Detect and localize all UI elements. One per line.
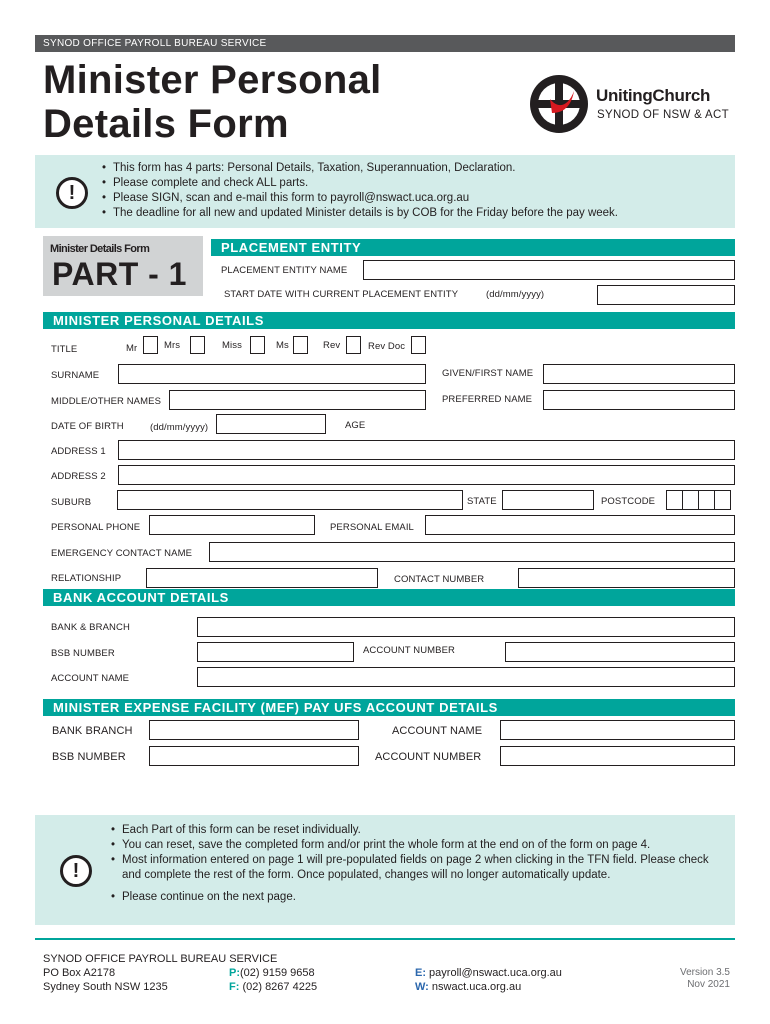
given-name-input[interactable] [543,364,735,384]
title-rev-checkbox[interactable] [346,336,361,354]
section-bank-account: BANK ACCOUNT DETAILS [43,589,735,606]
page-title: Minister Personal Details Form [43,58,382,146]
mef-account-number-label: ACCOUNT NUMBER [375,751,482,763]
bank-branch-label: BANK & BRANCH [51,622,130,633]
title-revdoc-checkbox[interactable] [411,336,426,354]
list-item: • Most information entered on page 1 will pre-populated fields on page 2 when clicking in the TFN field. Please check and complete the rest of the form. Once populated, changes will no longer automatically update. [109,853,719,883]
title-label: TITLE [51,344,78,355]
address2-label: ADDRESS 2 [51,471,106,482]
address1-label: ADDRESS 1 [51,446,106,457]
title-miss-checkbox[interactable] [250,336,265,354]
title-ms-checkbox[interactable] [293,336,308,354]
section-placement-entity: PLACEMENT ENTITY [211,239,735,256]
instructions-list [100,161,618,221]
preferred-name-label: PREFERRED NAME [442,394,533,405]
notes-list [109,823,719,905]
surname-input[interactable] [118,364,426,384]
phone-input[interactable] [149,515,315,535]
contact-number-input[interactable] [518,568,735,588]
footer-po: PO Box A2178 [43,967,116,979]
middle-names-label: MIDDLE/OTHER NAMES [51,396,162,407]
mef-account-name-label: ACCOUNT NAME [392,725,483,737]
list-item: • This form has 4 parts: Personal Details, Taxation, Superannuation, Declaration. [100,161,618,176]
section-mef-account: MINISTER EXPENSE FACILITY (MEF) PAY UFS ACCOUNT DETAILS [43,699,735,716]
dob-label: DATE OF BIRTH [51,421,124,432]
given-name-label: GIVEN/FIRST NAME [442,368,534,379]
contact-number-label: CONTACT NUMBER [394,574,485,585]
account-name-label: ACCOUNT NAME [51,673,130,684]
email-label: PERSONAL EMAIL [330,522,414,533]
list-item: • You can reset, save the completed form and/or print the whole form at the end on of the form on page 4. [109,838,719,853]
footer-phones [229,966,317,994]
suburb-label: SUBURB [51,497,92,508]
postcode-digit-2[interactable] [682,490,699,510]
list-item: • Please complete and check ALL parts. [100,176,618,191]
email-prefix: E: [415,967,426,979]
bsb-label: BSB NUMBER [51,648,115,659]
mef-account-number-input[interactable] [500,746,735,766]
title-mrs-checkbox[interactable] [190,336,205,354]
suburb-input[interactable] [117,490,463,510]
middle-names-input[interactable] [169,390,426,410]
emergency-contact-label: EMERGENCY CONTACT NAME [51,548,193,559]
logo-subtitle: SYNOD OF NSW & ACT [597,109,729,121]
relationship-label: RELATIONSHIP [51,573,122,584]
logo-name: UnitingChurch [596,86,711,105]
state-label: STATE [467,496,497,507]
list-item: • The deadline for all new and updated Minister details is by COB for the Friday before the pay week. [100,206,618,221]
account-name-input[interactable] [197,667,735,687]
postcode-digit-1[interactable] [666,490,683,510]
footer-phone: (02) 9159 9658 [240,967,315,979]
bank-branch-input[interactable] [197,617,735,637]
phone-label: PERSONAL PHONE [51,522,141,533]
phone-prefix: P: [229,967,240,979]
uniting-church-logo-icon [528,73,590,135]
instructions-box [35,155,735,228]
title-mr-label: Mr [126,343,138,354]
account-number-input[interactable] [505,642,735,662]
placement-entity-label: PLACEMENT ENTITY NAME [221,265,348,276]
email-input[interactable] [425,515,735,535]
account-number-label: ACCOUNT NUMBER [363,645,456,656]
bsb-input[interactable] [197,642,354,662]
dob-input[interactable] [216,414,326,434]
section-personal-details: MINISTER PERSONAL DETAILS [43,312,735,329]
surname-label: SURNAME [51,370,100,381]
placement-entity-input[interactable] [363,260,735,280]
notes-box [35,815,735,925]
postcode-label: POSTCODE [601,496,656,507]
mef-bank-branch-input[interactable] [149,720,359,740]
part-number: PART - 1 [52,256,187,292]
footer-contact [415,966,562,994]
mef-bsb-input[interactable] [149,746,359,766]
footer-web[interactable]: nswact.uca.org.au [428,981,522,993]
start-date-input[interactable] [597,285,735,305]
dob-format-hint: (dd/mm/yyyy) [150,422,209,433]
postcode-digit-4[interactable] [714,490,731,510]
list-item: • Please SIGN, scan and e-mail this form to payroll@nswact.uca.org.au [100,191,618,206]
warning-icon: ! [60,855,92,887]
footer-city: Sydney South NSW 1235 [43,981,168,993]
footer-fax: (02) 8267 4225 [239,981,318,993]
top-banner: SYNOD OFFICE PAYROLL BUREAU SERVICE [35,35,735,52]
fax-prefix: F: [229,981,240,993]
footer-divider [35,938,735,940]
start-date-label: START DATE WITH CURRENT PLACEMENT ENTITY [224,289,459,300]
age-label: AGE [345,420,366,431]
mef-account-name-input[interactable] [500,720,735,740]
title-revdoc-label: Rev Doc [368,341,406,352]
form-label: Minister Details Form [50,243,150,255]
web-prefix: W: [415,981,429,993]
title-miss-label: Miss [222,340,242,351]
footer-email[interactable]: payroll@nswact.uca.org.au [426,967,562,979]
address2-input[interactable] [118,465,735,485]
list-item: • Please continue on the next page. [109,890,719,905]
preferred-name-input[interactable] [543,390,735,410]
emergency-contact-input[interactable] [209,542,735,562]
footer-version [640,967,730,991]
date-format-hint: (dd/mm/yyyy) [486,289,545,300]
list-item: • Each Part of this form can be reset individually. [109,823,719,838]
postcode-digit-3[interactable] [698,490,715,510]
title-rev-label: Rev [323,340,341,351]
version-number: Version 3.5 [679,967,730,978]
address1-input[interactable] [118,440,735,460]
footer-org: SYNOD OFFICE PAYROLL BUREAU SERVICE [43,953,278,965]
state-input[interactable] [502,490,594,510]
title-mr-checkbox[interactable] [143,336,158,354]
title-mrs-label: Mrs [164,340,181,351]
relationship-input[interactable] [146,568,378,588]
mef-bsb-label: BSB NUMBER [52,751,126,763]
version-date: Nov 2021 [687,979,730,990]
title-ms-label: Ms [276,340,289,351]
warning-icon: ! [56,177,88,209]
mef-bank-branch-label: BANK BRANCH [52,725,133,737]
